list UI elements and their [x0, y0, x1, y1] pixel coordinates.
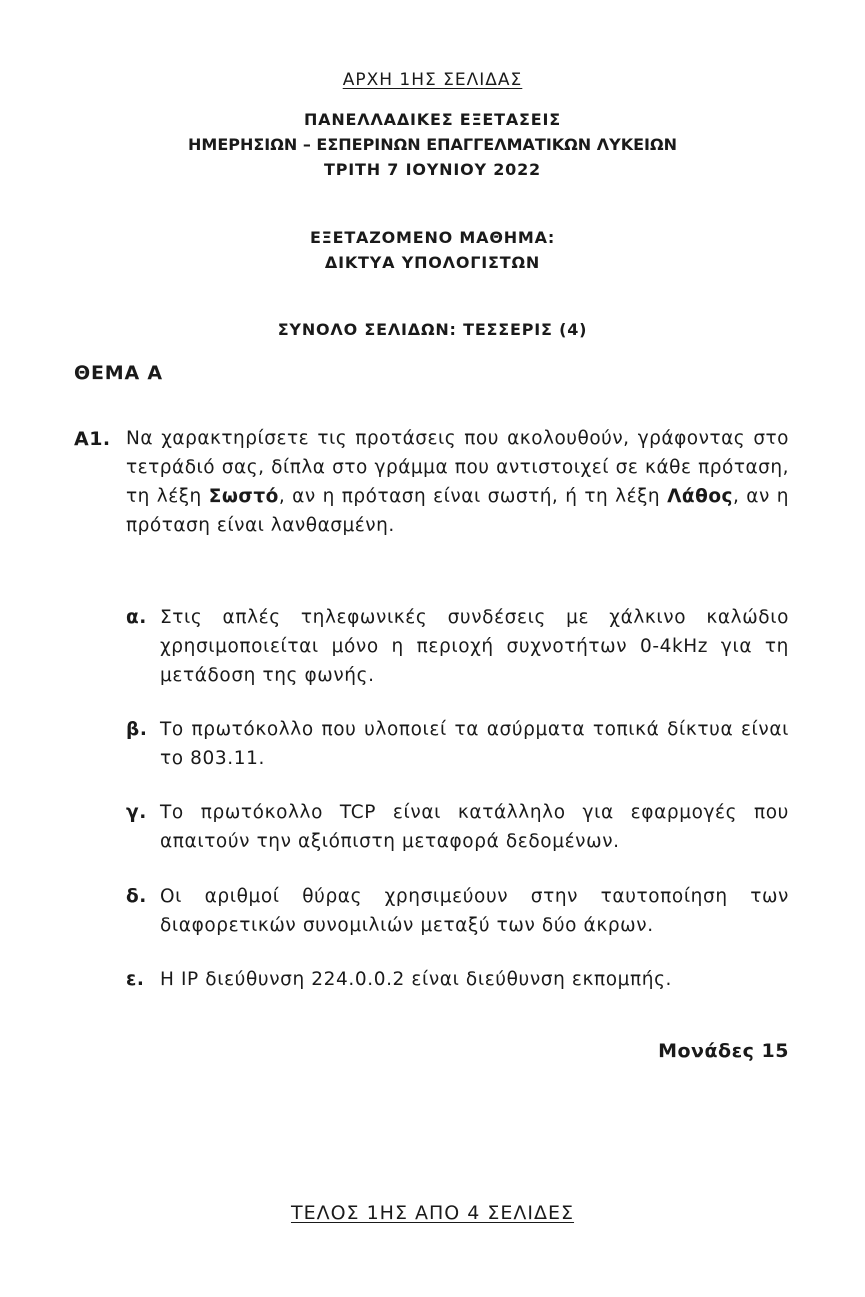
total-pages: ΣΥΝΟΛΟ ΣΕΛΙΔΩΝ: ΤΕΣΣΕΡΙΣ (4): [277, 320, 588, 339]
instructions-text: , αν η πρόταση είναι σωστή, ή τη λέξη: [278, 486, 668, 507]
statement-letter: ε.: [126, 969, 145, 990]
statement-item: [126, 715, 789, 773]
instructions-text: , αν η πρόταση είναι λανθασμένη.: [126, 486, 789, 536]
statement-letter: α.: [126, 607, 147, 628]
statement-text: Το πρωτόκολλο που υλοποιεί τα ασύρματα τοπικά δίκτυα είναι το 803.11.: [160, 719, 789, 769]
question-instructions: [126, 424, 789, 540]
statement-item: [126, 798, 789, 856]
correct-word: Σωστό: [208, 486, 279, 507]
statement-item: [126, 965, 789, 994]
statement-letter: δ.: [126, 886, 147, 907]
statement-item: [126, 603, 789, 690]
exam-schools: ΗΜΕΡΗΣΙΩΝ – ΕΣΠΕΡΙΝΩΝ ΕΠΑΓΓΕΛΜΑΤΙΚΩΝ ΛΥΚΕΙΩΝ: [188, 135, 677, 154]
statement-text: Το πρωτόκολλο TCP είναι κατάλληλο για εφαρμογές που απαιτούν την αξιόπιστη μεταφορά δεδομένων.: [160, 802, 789, 852]
wrong-word: Λάθος: [667, 486, 733, 507]
section-title: ΘΕΜΑ Α: [74, 362, 163, 384]
page-end-footer: ΤΕΛΟΣ 1ΗΣ ΑΠΟ 4 ΣΕΛΙΔΕΣ: [290, 1202, 575, 1224]
statement-text: Η IP διεύθυνση 224.0.0.2 είναι διεύθυνση εκπομπής.: [160, 969, 673, 990]
statement-item: [126, 882, 789, 940]
page-start-header: ΑΡΧΗ 1ΗΣ ΣΕΛΙΔΑΣ: [342, 70, 523, 90]
subject-name: ΔΙΚΤΥΑ ΥΠΟΛΟΓΙΣΤΩΝ: [324, 253, 541, 272]
question-label: Α1.: [74, 428, 111, 450]
statement-text: Οι αριθμοί θύρας χρησιμεύουν στην ταυτοποίηση των διαφορετικών συνομιλιών μεταξύ των δύο άκρων.: [160, 886, 789, 936]
exam-date: ΤΡΙΤΗ 7 ΙΟΥΝΙΟΥ 2022: [324, 160, 541, 179]
points-label: Μονάδες 15: [658, 1040, 789, 1062]
instructions-text: Να χαρακτηρίσετε τις προτάσεις που ακολουθούν, γράφοντας στο τετράδιό σας, δίπλα στο γράμμα που αντιστοιχεί σε κάθε πρόταση, τη λέξη: [126, 428, 789, 507]
exam-title: ΠΑΝΕΛΛΑΔΙΚΕΣ ΕΞΕΤΑΣΕΙΣ: [303, 110, 561, 129]
statement-text: Στις απλές τηλεφωνικές συνδέσεις με χάλκινο καλώδιο χρησιμοποιείται μόνο η περιοχή συχνοτήτων 0-4kHz για τη μετάδοση της φωνής.: [160, 607, 789, 686]
subject-label: ΕΞΕΤΑΖΟΜΕΝΟ ΜΑΘΗΜΑ:: [309, 228, 556, 247]
statement-letter: γ.: [126, 802, 147, 823]
statement-letter: β.: [126, 719, 148, 740]
